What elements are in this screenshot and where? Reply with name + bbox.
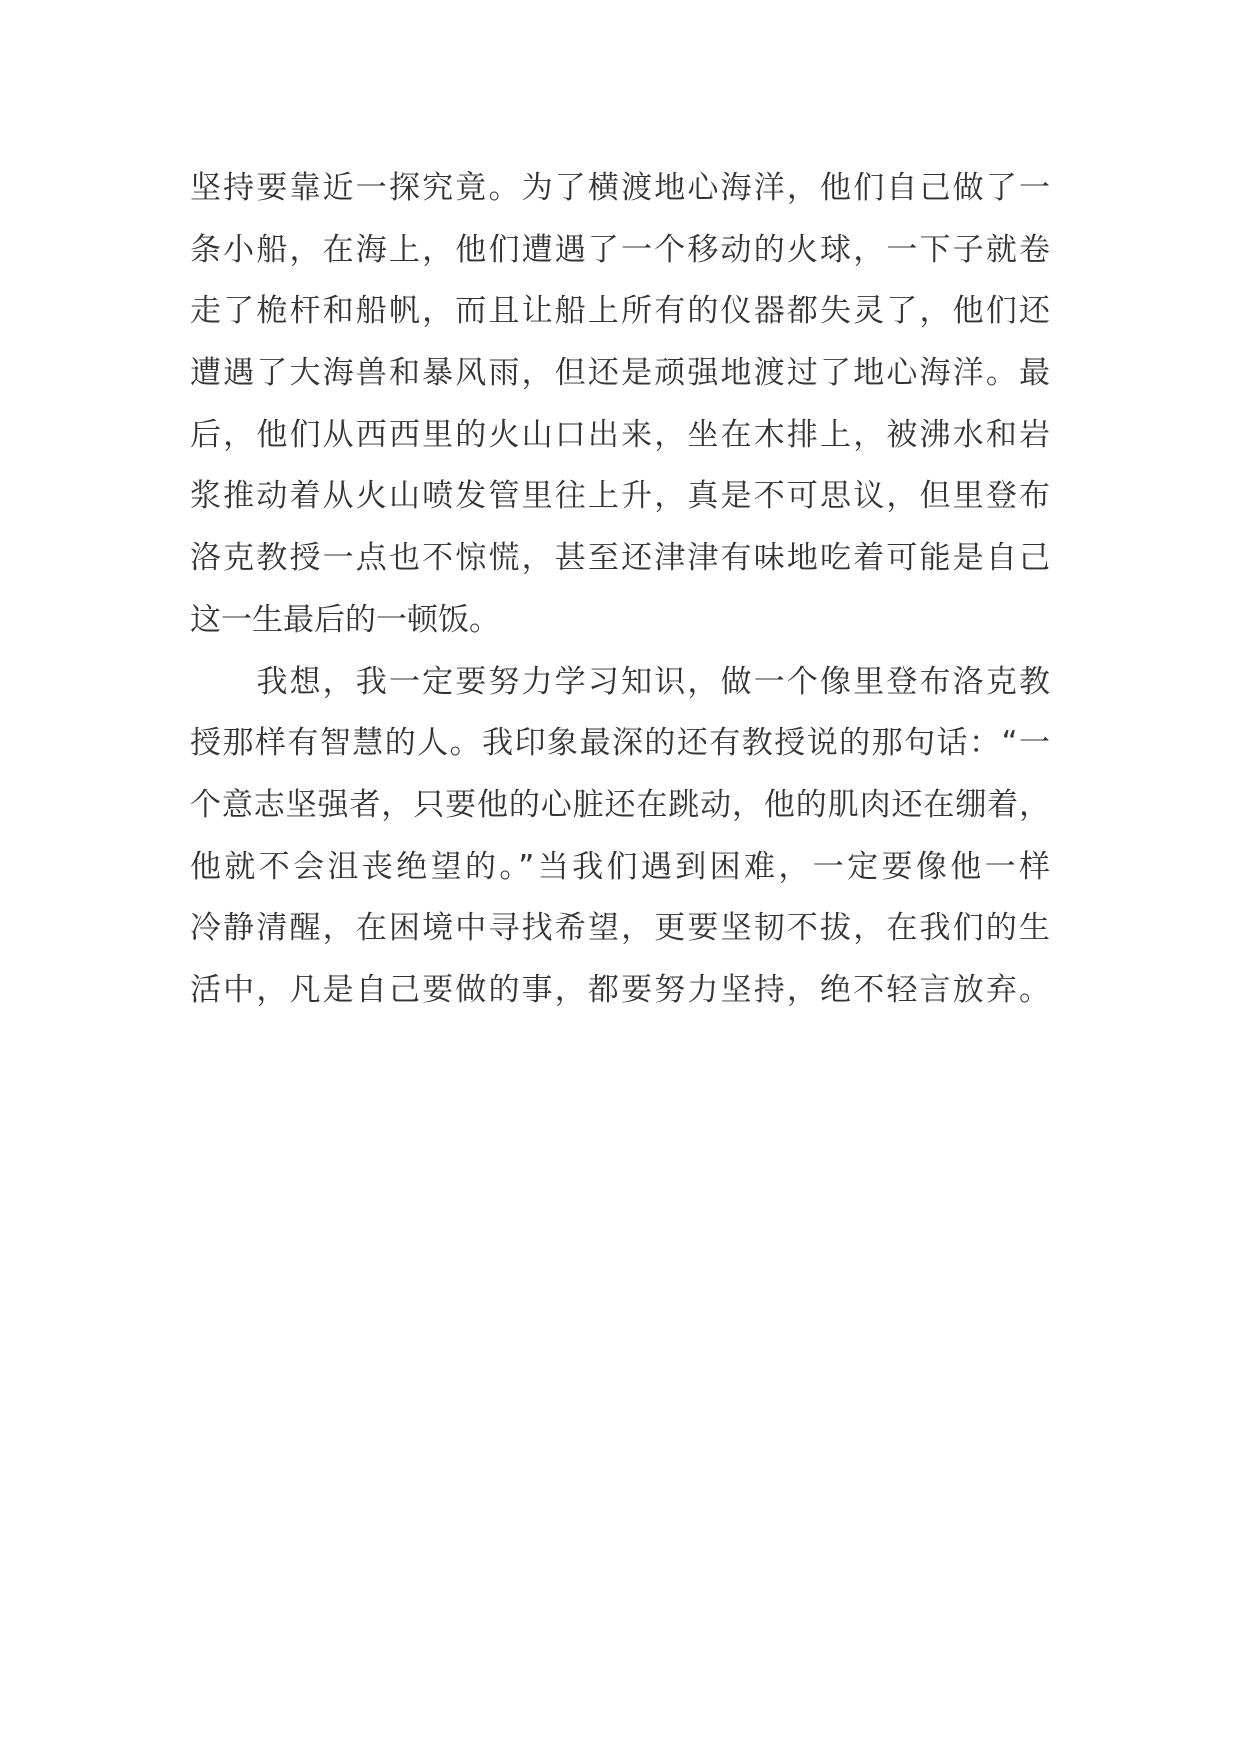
text-line: 个意志坚强者，只要他的心脏还在跳动，他的肌肉还在绷着，	[190, 786, 1050, 823]
text-line: 这一生最后的一顿饭。	[190, 601, 500, 638]
text-line: 条小船，在海上，他们遭遇了一个移动的火球，一下子就卷	[190, 231, 1050, 268]
text-line: 洛克教授一点也不惊慌，甚至还津津有味地吃着可能是自己	[190, 540, 1050, 577]
text-line: 我想，我一定要努力学习知识，做一个像里登布洛克教	[190, 663, 1050, 700]
text-line: 后，他们从西西里的火山口出来，坐在木排上，被沸水和岩	[190, 416, 1050, 453]
text-line: 浆推动着从火山喷发管里往上升，真是不可思议，但里登布	[190, 478, 1050, 515]
paragraph-1	[190, 158, 1050, 652]
text-line: 坚持要靠近一探究竟。为了横渡地心海洋，他们自己做了一	[190, 170, 1050, 206]
text-line: 他就不会沮丧绝望的。”当我们遇到困难，一定要像他一样	[190, 848, 1050, 885]
text-line: 遭遇了大海兽和暴风雨，但还是顽强地渡过了地心海洋。最	[190, 355, 1050, 392]
paragraph-2	[190, 652, 1050, 1022]
text-line: 冷静清醒，在困境中寻找希望，更要坚韧不拔，在我们的生	[190, 910, 1050, 947]
text-line: 活中，凡是自己要做的事，都要努力坚持，绝不轻言放弃。	[190, 971, 1050, 1008]
document-body	[190, 158, 1050, 1022]
text-line: 走了桅杆和船帆，而且让船上所有的仪器都失灵了，他们还	[190, 293, 1050, 330]
text-line: 授那样有智慧的人。我印象最深的还有教授说的那句话：“一	[190, 725, 1050, 762]
